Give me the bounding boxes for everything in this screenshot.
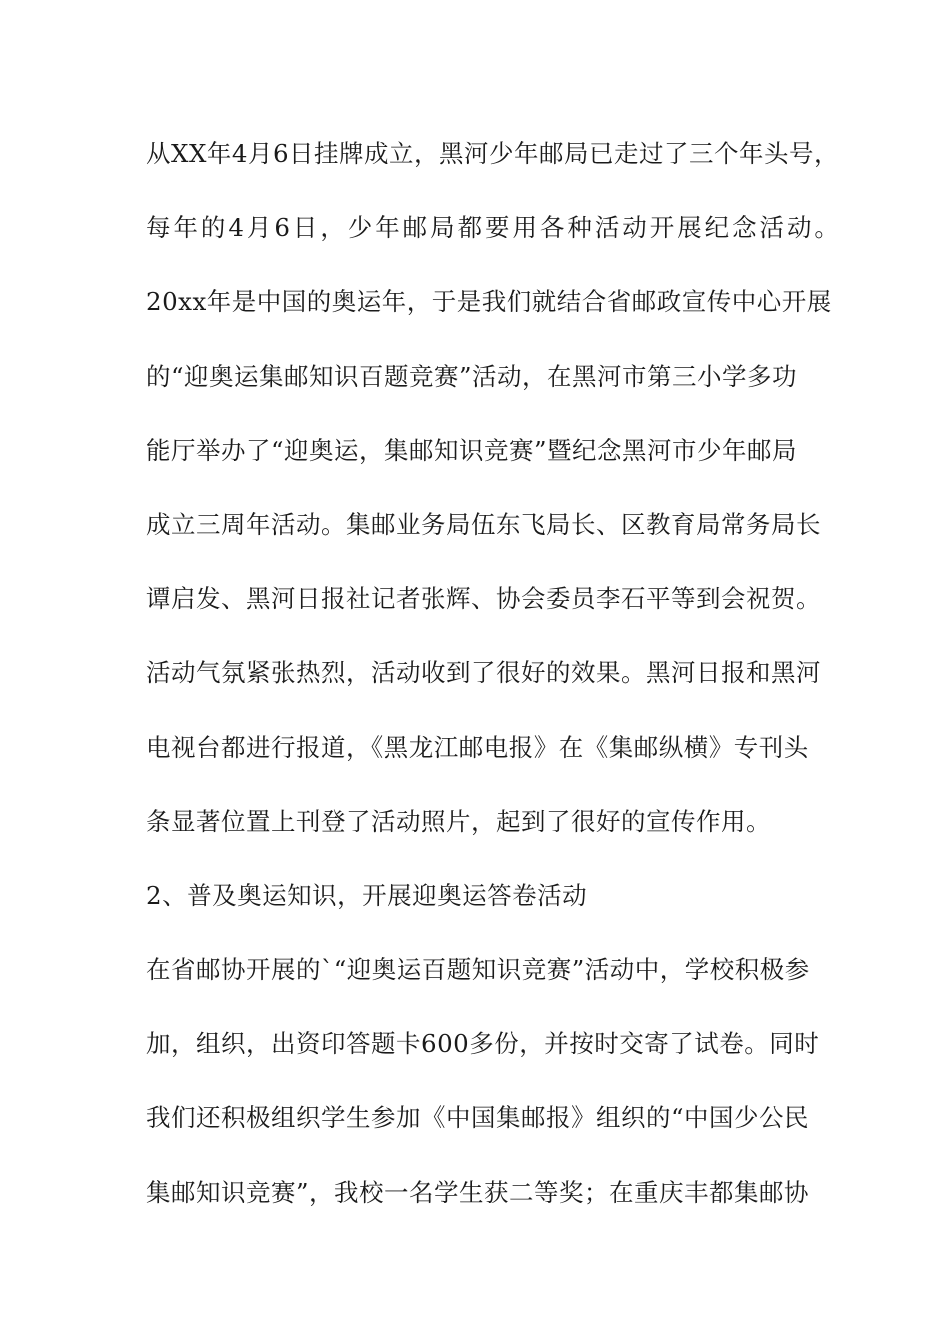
paragraph-line: 从XX年4月6日挂牌成立，黑河少年邮局已走过了三个年头号， — [146, 139, 840, 168]
paragraph-line: 谭启发、黑河日报社记者张辉、协会委员李石平等到会祝贺。 — [146, 584, 821, 614]
paragraph-line: 每年的4月6日，少年邮局都要用各种活动开展纪念活动。 — [146, 213, 842, 243]
paragraph-line: 活动气氛紧张热烈，活动收到了很好的效果。黑河日报和黑河 — [146, 658, 821, 688]
paragraph-line: 加，组织，出资印答题卡600多份，并按时交寄了试卷。同时 — [146, 1029, 820, 1059]
paragraph-line: 20xx年是中国的奥运年，于是我们就结合省邮政宣传中心开展 — [146, 287, 832, 317]
body-text — [146, 130, 846, 1243]
paragraph-line: 我们还积极组织学生参加《中国集邮报》组织的“中国少公民 — [146, 1103, 810, 1133]
paragraph-line: 能厅举办了“迎奥运，集邮知识竞赛”暨纪念黑河市少年邮局 — [146, 435, 798, 465]
paragraph-line: 成立三周年活动。集邮业务局伍东飞局长、区教育局常务局长 — [146, 509, 821, 539]
paragraph-line: 条显著位置上刊登了活动照片，起到了很好的宣传作用。 — [146, 806, 771, 836]
paragraph-line: 在省邮协开展的`“迎奥运百题知识竞赛”活动中，学校积极参 — [146, 955, 810, 985]
paragraph-line: 集邮知识竞赛”，我校一名学生获二等奖；在重庆丰都集邮协 — [146, 1177, 810, 1207]
section-heading: 2、普及奥运知识，开展迎奥运答卷活动 — [146, 880, 588, 910]
paragraph-line: 电视台都进行报道，《黑龙江邮电报》在《集邮纵横》专刊头 — [146, 732, 809, 762]
paragraph-line: 的“迎奥运集邮知识百题竞赛”活动，在黑河市第三小学多功 — [146, 361, 798, 391]
